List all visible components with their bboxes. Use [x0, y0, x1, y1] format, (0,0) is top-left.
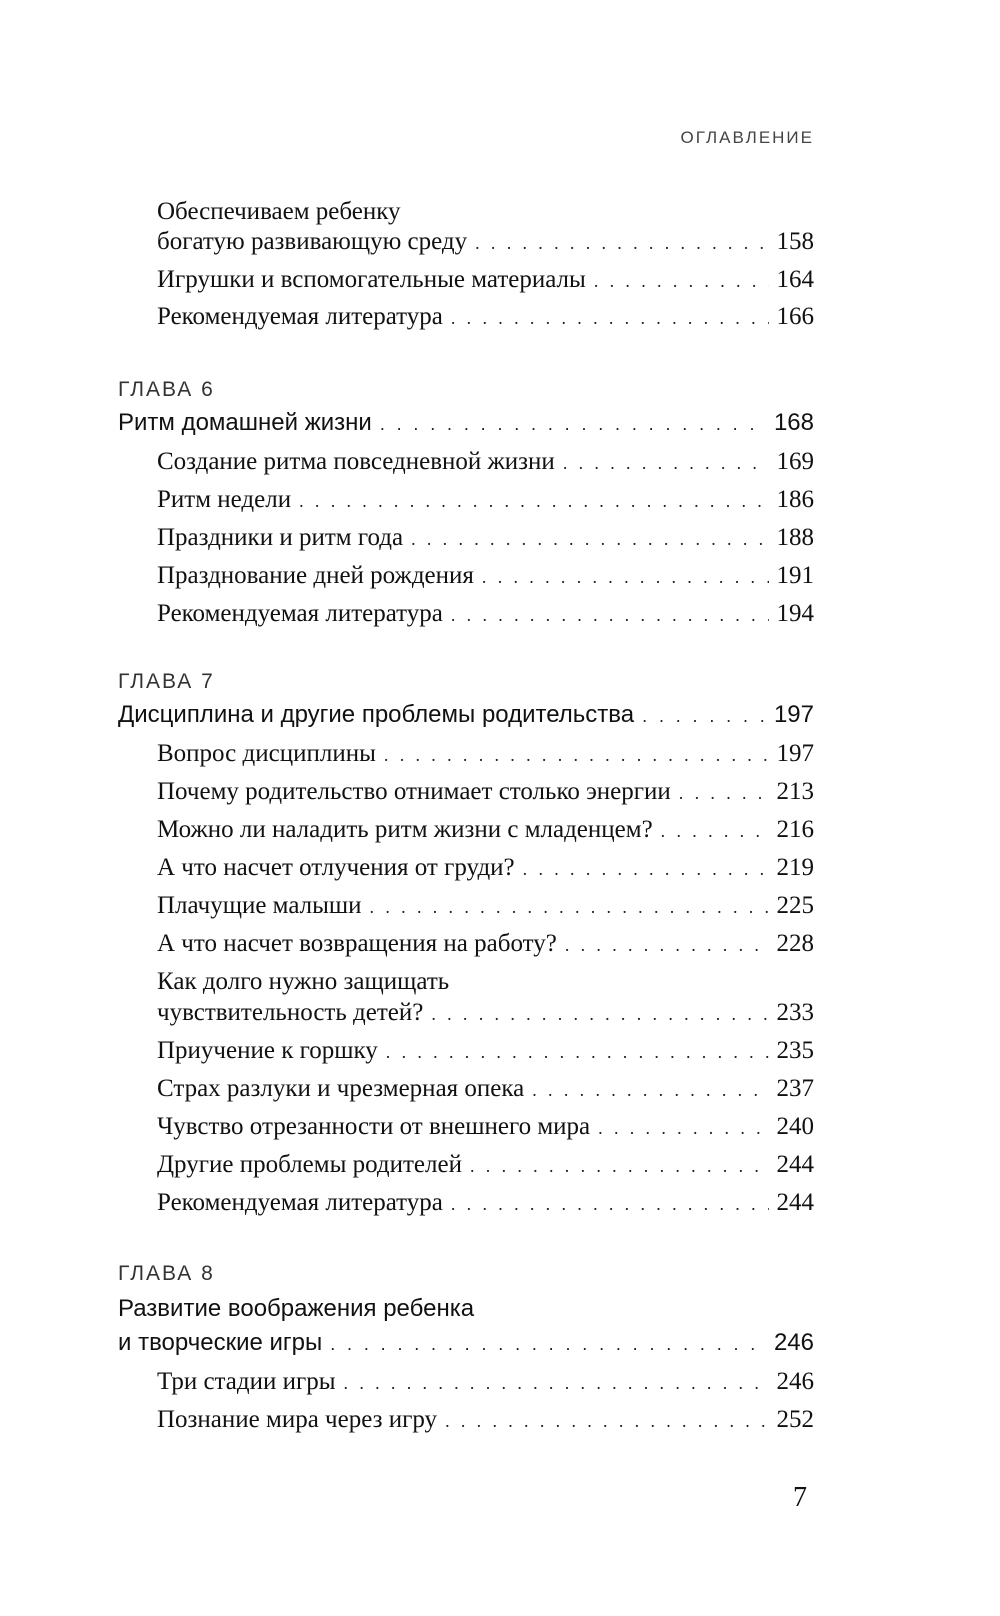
toc-entry[interactable]	[157, 930, 814, 958]
toc-entry[interactable]	[157, 228, 814, 256]
chapter-title: и творческие игры	[118, 1329, 323, 1356]
chapter-label: ГЛАВА 8	[118, 1262, 215, 1285]
toc-entry-title: Создание ритма повседневной жизни	[157, 448, 555, 475]
toc-page-number: 246	[776, 1368, 814, 1395]
dot-leader	[475, 233, 768, 254]
toc-entry[interactable]	[157, 816, 814, 844]
toc-page-number: 235	[776, 1037, 814, 1064]
toc-entry[interactable]	[157, 740, 814, 768]
dot-leader	[431, 1004, 768, 1025]
toc-entry-title: Рекомендуемая литература	[157, 1189, 443, 1216]
toc-entry[interactable]	[157, 1368, 814, 1396]
toc-entry[interactable]	[157, 303, 814, 331]
dot-leader	[563, 453, 769, 474]
toc-entry-title: Ритм недели	[157, 486, 292, 513]
toc-page-number: 244	[776, 1151, 814, 1178]
dot-leader	[679, 783, 769, 804]
dot-leader	[565, 935, 769, 956]
toc-page-number: 246	[773, 1329, 814, 1356]
toc-entry[interactable]	[157, 1151, 814, 1179]
toc-entry-title: Почему родительство отнимает столько энергии	[157, 778, 671, 805]
toc-page-number: 237	[776, 1075, 814, 1102]
toc-page-number: 158	[776, 228, 814, 255]
toc-entry[interactable]	[157, 1075, 814, 1103]
toc-entry[interactable]	[157, 266, 814, 294]
dot-leader	[451, 1194, 769, 1215]
chapter-title-entry[interactable]	[118, 409, 814, 437]
toc-entry[interactable]	[157, 448, 814, 476]
toc-page-number: 216	[776, 816, 814, 843]
dot-leader	[370, 897, 769, 918]
toc-entry[interactable]	[157, 562, 814, 590]
toc-page-number: 191	[776, 562, 814, 589]
toc-page-number: 219	[776, 854, 814, 881]
toc-page-number: 194	[776, 600, 814, 627]
chapter-title: Ритм домашней жизни	[118, 409, 372, 436]
toc-page-number: 164	[776, 266, 814, 293]
toc-entry-title: Познание мира через игру	[157, 1406, 438, 1433]
toc-page-number: 240	[776, 1113, 814, 1140]
toc-entry-title: Вопрос дисциплины	[157, 740, 376, 767]
running-head: ОГЛАВЛЕНИЕ	[680, 128, 814, 147]
dot-leader	[642, 706, 766, 727]
toc-entry-title: Приучение к горшку	[157, 1037, 378, 1064]
toc-page-number: 169	[776, 448, 814, 475]
toc-entry-title: Страх разлуки и чрезмерная опека	[157, 1075, 525, 1102]
dot-leader	[451, 308, 769, 329]
toc-page-number: 197	[776, 740, 814, 767]
toc-entry-title: Плачущие малыши	[157, 892, 362, 919]
chapter-title: Развитие воображения ребенка	[118, 1295, 475, 1322]
dot-leader	[386, 1042, 769, 1063]
dot-leader	[532, 1080, 768, 1101]
toc-page-number: 233	[776, 999, 814, 1026]
toc-entry-title: Три стадии игры	[157, 1368, 336, 1395]
toc-page-number: 188	[776, 524, 814, 551]
toc-entry-title: Игрушки и вспомогательные материалы	[157, 266, 586, 293]
toc-entry-title: Другие проблемы родителей	[157, 1151, 462, 1178]
toc-entry-title: Рекомендуемая литература	[157, 303, 443, 330]
dot-leader	[380, 414, 766, 435]
toc-entry[interactable]	[157, 600, 814, 628]
dot-leader	[330, 1334, 766, 1355]
toc-page-number: 225	[776, 892, 814, 919]
dot-leader	[594, 271, 769, 292]
toc-entry-line	[157, 968, 814, 996]
dot-leader	[470, 1156, 769, 1177]
chapter-title: Дисциплина и другие проблемы родительства	[118, 701, 635, 728]
dot-leader	[384, 745, 769, 766]
toc-entry[interactable]	[157, 892, 814, 920]
dot-leader	[299, 491, 768, 512]
toc-entry-title: А что насчет отлучения от груди?	[157, 854, 515, 881]
toc-entry[interactable]	[157, 524, 814, 552]
chapter-title-line	[118, 1295, 814, 1323]
toc-entry-title: Можно ли наладить ритм жизни с младенцем?	[157, 816, 653, 843]
dot-leader	[598, 1118, 768, 1139]
toc-entry[interactable]	[157, 1189, 814, 1217]
dot-leader	[445, 1411, 768, 1432]
toc-entry-title: богатую развивающую среду	[157, 228, 468, 255]
chapter-label: ГЛАВА 6	[118, 378, 215, 401]
toc-entry[interactable]	[157, 999, 814, 1027]
toc-page-number: 197	[773, 701, 814, 728]
page-number: 7	[793, 1482, 807, 1513]
toc-entry[interactable]	[157, 1113, 814, 1141]
toc-page-number: 252	[776, 1406, 814, 1433]
toc-entry[interactable]	[157, 486, 814, 514]
toc-entry-title: А что насчет возвращения на работу?	[157, 930, 557, 957]
toc-entry[interactable]	[157, 1406, 814, 1434]
dot-leader	[451, 605, 769, 626]
toc-entry-title: Рекомендуемая литература	[157, 600, 443, 627]
toc-page-number: 213	[776, 778, 814, 805]
dot-leader	[482, 567, 769, 588]
toc-entry-line	[157, 198, 814, 226]
toc-entry[interactable]	[157, 1037, 814, 1065]
toc-entry-title: Обеспечиваем ребенку	[157, 198, 401, 225]
toc-entry[interactable]	[157, 854, 814, 882]
toc-page-number: 168	[773, 409, 814, 436]
toc-page-number: 244	[776, 1189, 814, 1216]
toc-entry-title: Праздники и ритм года	[157, 524, 404, 551]
toc-entry-title: Чувство отрезанности от внешнего мира	[157, 1113, 591, 1140]
chapter-label: ГЛАВА 7	[118, 670, 215, 693]
toc-entry-title: Как долго нужно защищать	[157, 968, 450, 995]
toc-entry-title: чувствительность детей?	[157, 999, 424, 1026]
dot-leader	[523, 859, 769, 880]
chapter-title-entry[interactable]	[118, 1329, 814, 1357]
toc-page-number: 166	[776, 303, 814, 330]
chapter-title-entry[interactable]	[118, 701, 814, 729]
toc-entry[interactable]	[157, 778, 814, 806]
toc-page-number: 186	[776, 486, 814, 513]
dot-leader	[344, 1373, 769, 1394]
dot-leader	[661, 821, 769, 842]
toc-page-number: 228	[776, 930, 814, 957]
toc-entry-title: Празднование дней рождения	[157, 562, 474, 589]
dot-leader	[411, 529, 768, 550]
